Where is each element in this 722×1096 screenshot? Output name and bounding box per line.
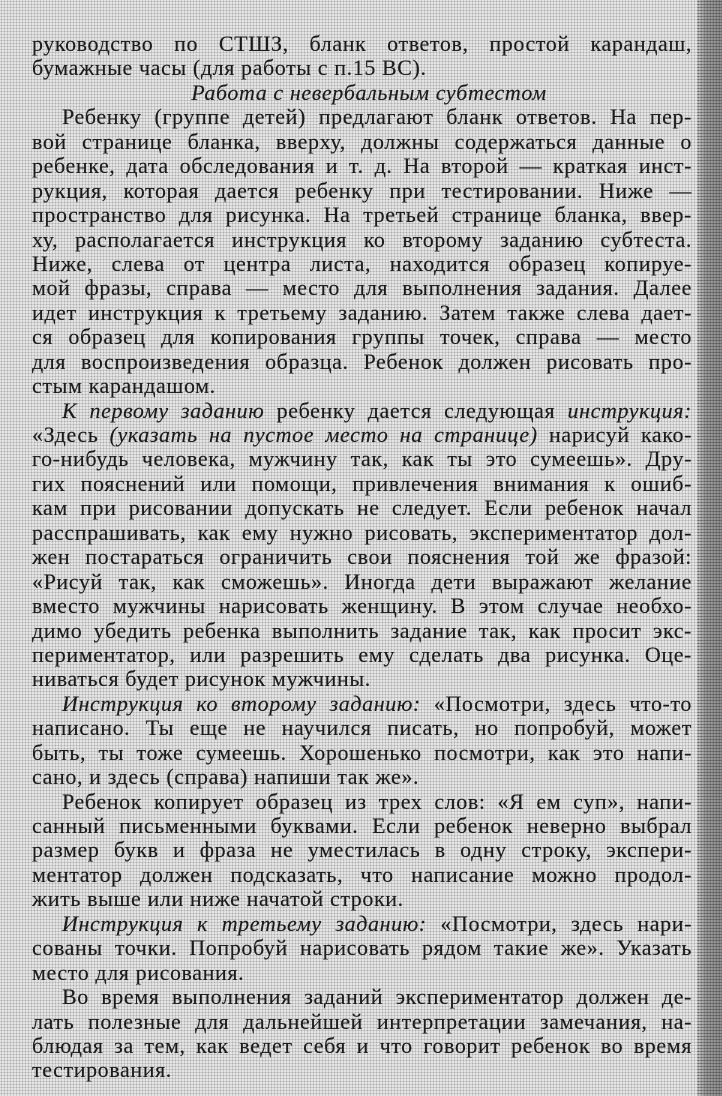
text-line: место для рисования. <box>32 959 245 985</box>
text-line: кам при рисовании допускать не следует. Если ребенок начал <box>32 495 692 521</box>
text-line: блюдая за тем, как ведет себя и что говорит ребенок во время <box>32 1032 692 1058</box>
paragraph <box>32 912 692 985</box>
text-line: написано. Ты еще не научился писать, но попробуй, может <box>32 715 692 741</box>
text-line: вой странице бланка, вверху, должны содержаться данные о <box>32 128 692 154</box>
text-line: быть, ты тоже сумеешь. Хорошенько посмотри, как это напи- <box>32 739 692 765</box>
text-line: периментатор, или разрешить ему сделать два рисунка. Оце- <box>32 641 692 667</box>
section-heading: Работа с невербальным субтестом <box>191 79 547 105</box>
text-line: го-нибудь человека, мужчину так, как ты это сумеешь». Дру- <box>32 446 692 472</box>
text-segment: «Посмотри, здесь что-то <box>420 690 692 716</box>
text-line: пространство для рисунка. На третьей странице бланка, ввер- <box>32 202 692 228</box>
text-line: лать полезные для дальнейшей интерпретации замечания, на- <box>32 1008 692 1034</box>
text-line: руководство по СТШЗ, бланк ответов, простой карандаш, <box>32 31 692 56</box>
page-edge-shadow <box>697 0 722 1096</box>
paragraph <box>32 790 692 912</box>
text-line: Ребенку (группе детей) предлагают бланк ответов. На пер- <box>62 104 692 130</box>
italic-emphasis: Инструкция к третьему заданию: <box>62 910 427 936</box>
text-line: ребенке, дата обследования и т. д. На второй — краткая инст- <box>32 153 692 179</box>
text-line: ниваться будет рисунок мужчины. <box>32 666 371 692</box>
text-line: Ниже, слева от центра листа, находится образец копируе- <box>32 250 692 276</box>
text-line <box>32 692 692 716</box>
text-line: для воспроизведения образца. Ребенок должен рисовать про- <box>32 348 692 374</box>
text-line: рукция, которая дается ребенку при тестировании. Ниже — <box>32 177 692 203</box>
text-line: гих пояснений или помощи, привлечения внимания к ошиб- <box>32 470 692 496</box>
italic-emphasis: Инструкция ко второму заданию: <box>62 690 421 716</box>
text-line: димо убедить ребенка выполнить задание так, как просит экс- <box>32 617 692 643</box>
text-line <box>32 912 692 936</box>
text-line: сованы точки. Попробуй нарисовать рядом такие же». Указать <box>32 935 692 961</box>
text-line: ментатор должен подсказать, что написание можно продол- <box>32 861 692 887</box>
text-segment: нарисуй како- <box>537 422 692 447</box>
italic-emphasis: инструкция: <box>567 397 692 423</box>
paragraph <box>32 105 692 398</box>
text-line: санный письменными буквами. Если ребенок неверно выбрал <box>32 813 692 838</box>
text-line: жен постараться ограничить свои пояснения той же фразой: <box>32 544 692 570</box>
continuation-paragraph <box>32 32 692 81</box>
text-line: тестирования. <box>32 1057 172 1083</box>
text-line: расспрашивать, как ему нужно рисовать, экспериментатор дол- <box>32 519 692 545</box>
text-line: ся образец для копирования группы точек, справа — место <box>32 324 692 350</box>
text-line: стым карандашом. <box>32 373 216 399</box>
paragraph <box>32 692 692 790</box>
text-line: сано, и здесь (справа) напиши так же». <box>32 764 420 790</box>
text-line <box>32 399 692 423</box>
text-body <box>32 32 692 1083</box>
paragraph <box>32 399 692 692</box>
text-segment: ребенку дается следующая <box>264 397 568 423</box>
text-line: мой фразы, справа — место для выполнения задания. Далее <box>32 275 692 301</box>
text-line: жить выше или ниже начатой строки. <box>32 886 404 912</box>
text-line: ху, располагается инструкция ко второму заданию субтеста. <box>32 226 692 252</box>
paragraph <box>32 985 692 1083</box>
text-line: размер букв и фраза не уместилась в одну строку, экспери- <box>32 837 692 863</box>
text-line <box>32 423 692 447</box>
italic-emphasis: (указать на пустое место на странице) <box>109 422 538 447</box>
text-line: «Рисуй так, как сможешь». Иногда дети выражают желание <box>32 568 692 594</box>
text-line: Ребенок копирует образец из трех слов: «Я ем суп», напи- <box>62 788 692 814</box>
text-line: бумажные часы (для работы с п.15 ВС). <box>32 55 427 81</box>
text-line: Во время выполнения заданий экспериментатор должен де- <box>62 984 692 1010</box>
text-line: вместо мужчины нарисовать женщину. В этом случае необхо- <box>32 593 692 619</box>
text-segment: «Посмотри, здесь нари- <box>426 910 692 936</box>
text-segment: «Здесь <box>32 422 110 447</box>
italic-emphasis: К первому заданию <box>62 397 265 423</box>
text-line: идет инструкция к третьему заданию. Затем также слева дает- <box>32 299 692 325</box>
